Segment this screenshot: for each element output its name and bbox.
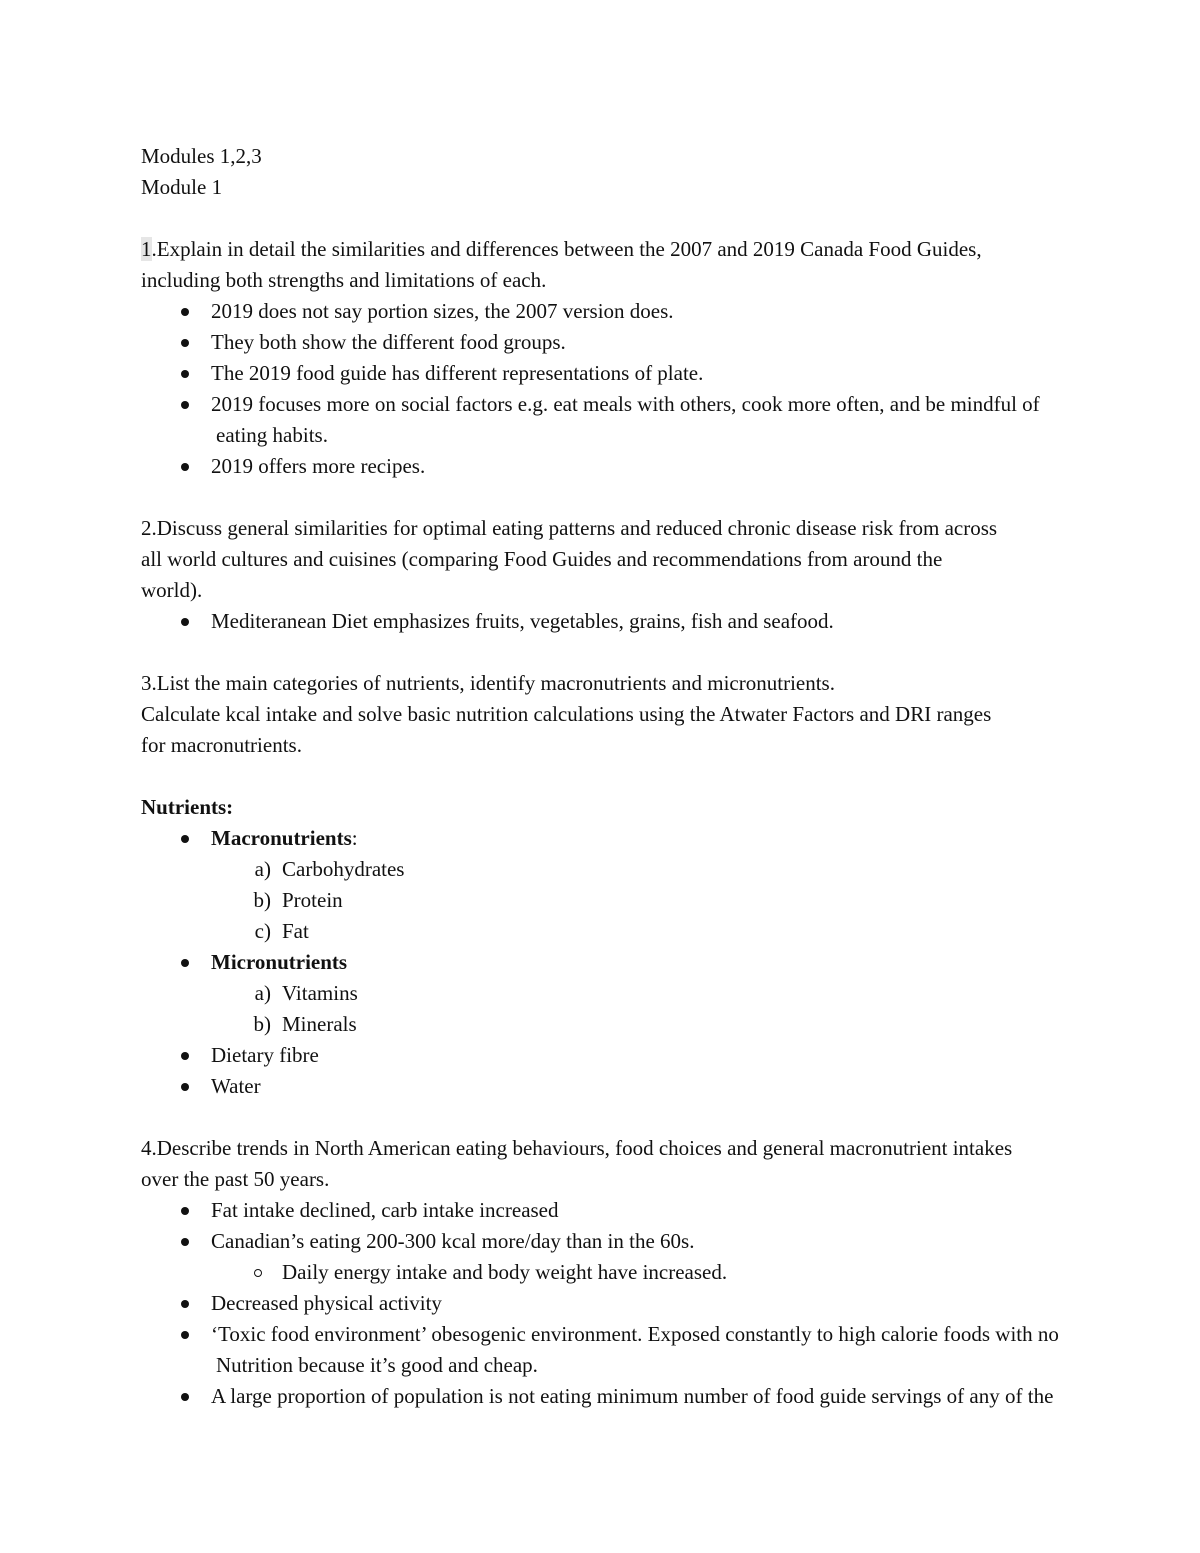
list-item: 2019 offers more recipes. bbox=[141, 451, 1176, 482]
question-3-continued: Calculate kcal intake and solve basic nutrition calculations using the Atwater Factors and DRI ranges bbox=[141, 702, 992, 726]
sub-list-letter: a) bbox=[254, 981, 271, 1005]
document-body bbox=[141, 141, 1176, 1412]
list-item: ‘Toxic food environment’ obesogenic environment. Exposed constantly to high calorie foods with no bbox=[141, 1319, 1176, 1350]
sub-list-text: Protein bbox=[282, 888, 343, 912]
sub-list-text: Vitamins bbox=[282, 981, 358, 1005]
sub-list-item bbox=[141, 978, 1176, 1009]
list-item: Decreased physical activity bbox=[141, 1288, 1176, 1319]
list-item: Dietary fibre bbox=[141, 1040, 1176, 1071]
question-4-continued: over the past 50 years. bbox=[141, 1167, 330, 1191]
sub-list-item: Daily energy intake and body weight have increased. bbox=[141, 1257, 1176, 1288]
question-2-continued: world). bbox=[141, 578, 203, 602]
list-item: 2019 focuses more on social factors e.g. eat meals with others, cook more often, and be mindful of bbox=[141, 389, 1176, 420]
question-1-continued: including both strengths and limitations of each. bbox=[141, 268, 547, 292]
nutrients-heading: Nutrients: bbox=[141, 795, 234, 819]
list-item: A large proportion of population is not eating minimum number of food guide servings of any of the bbox=[141, 1381, 1176, 1412]
question-3-continued: for macronutrients. bbox=[141, 733, 302, 757]
spacer bbox=[141, 761, 1176, 792]
question-2: 2.Discuss general similarities for optimal eating patterns and reduced chronic disease risk from across bbox=[141, 516, 998, 540]
macronutrients-colon: : bbox=[351, 826, 358, 850]
list-item: Water bbox=[141, 1071, 1176, 1102]
question-1-text: .Explain in detail the similarities and differences between the 2007 and 2019 Canada Food Guides, bbox=[151, 237, 982, 261]
sub-list-item bbox=[141, 916, 1176, 947]
sub-list-letter: b) bbox=[253, 1012, 271, 1036]
spacer bbox=[141, 203, 1176, 234]
spacer bbox=[141, 637, 1176, 668]
macronutrients-label: Macronutrients bbox=[211, 826, 352, 850]
list-item: Canadian’s eating 200-300 kcal more/day than in the 60s. bbox=[141, 1226, 1176, 1257]
document-title: Modules 1,2,3 bbox=[141, 144, 262, 168]
sub-list-letter: a) bbox=[254, 857, 271, 881]
list-item: They both show the different food groups. bbox=[141, 327, 1176, 358]
spacer bbox=[141, 1102, 1176, 1133]
sub-list-letter: c) bbox=[254, 919, 271, 943]
list-item-macronutrients bbox=[141, 823, 1176, 854]
question-4: 4.Describe trends in North American eating behaviours, food choices and general macronutrient intakes bbox=[141, 1136, 1013, 1160]
question-3: 3.List the main categories of nutrients, identify macronutrients and micronutrients. bbox=[141, 671, 835, 695]
list-item: Fat intake declined, carb intake increased bbox=[141, 1195, 1176, 1226]
sub-list-item bbox=[141, 885, 1176, 916]
list-item: Mediteranean Diet emphasizes fruits, vegetables, grains, fish and seafood. bbox=[141, 606, 1176, 637]
spacer bbox=[141, 482, 1176, 513]
sub-list-text: Minerals bbox=[282, 1012, 357, 1036]
sub-list-letter: b) bbox=[253, 888, 271, 912]
list-item-continued: Nutrition because it’s good and cheap. bbox=[216, 1353, 538, 1377]
sub-list-text: Carbohydrates bbox=[282, 857, 405, 881]
question-2-continued: all world cultures and cuisines (comparing Food Guides and recommendations from around the bbox=[141, 547, 943, 571]
sub-list-item bbox=[141, 1009, 1176, 1040]
list-item-micronutrients: Micronutrients bbox=[141, 947, 1176, 978]
question-1-number: 1 bbox=[141, 237, 152, 261]
module-heading: Module 1 bbox=[141, 175, 223, 199]
question-1 bbox=[141, 234, 1176, 265]
list-item: The 2019 food guide has different representations of plate. bbox=[141, 358, 1176, 389]
list-item-continued: eating habits. bbox=[216, 423, 328, 447]
sub-list-item bbox=[141, 854, 1176, 885]
sub-list-text: Fat bbox=[282, 919, 309, 943]
list-item: 2019 does not say portion sizes, the 2007 version does. bbox=[141, 296, 1176, 327]
